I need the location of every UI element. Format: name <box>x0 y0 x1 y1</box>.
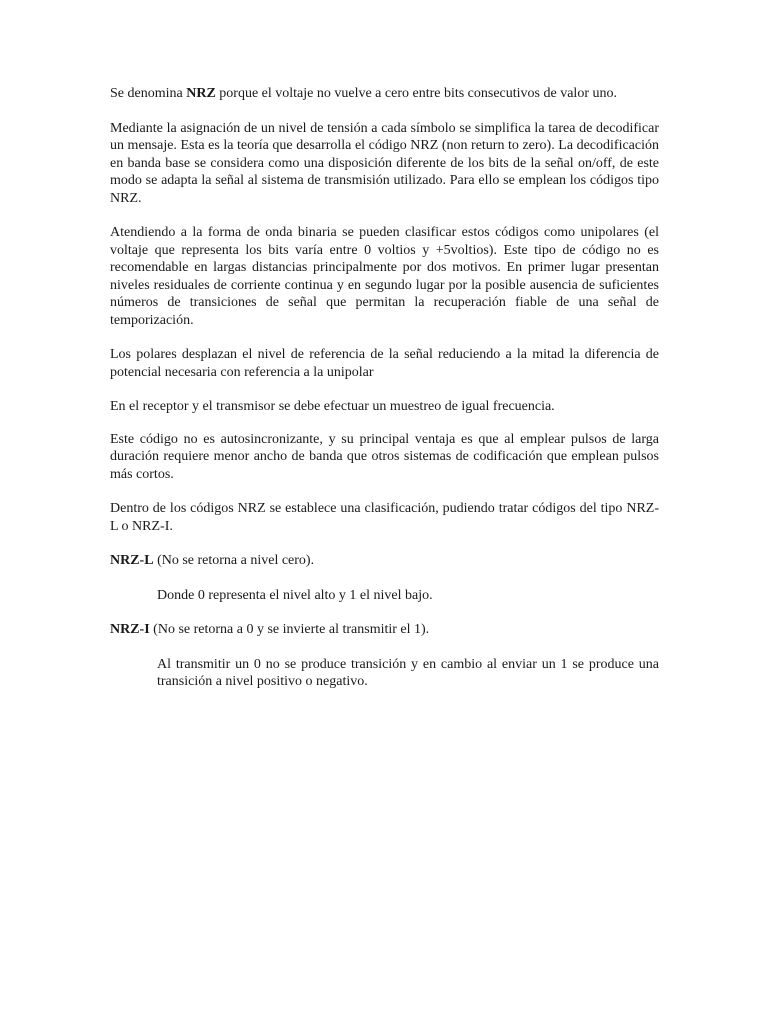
nrz-l-heading <box>110 552 659 570</box>
paragraph-bandwidth: Este código no es autosincronizante, y su principal ventaja es que al emplear pulsos de larga duración requiere menor ancho de banda que otros sistemas de codificación que emplean pulsos más cortos. <box>110 431 659 482</box>
nrz-l-description: Donde 0 representa el nivel alto y 1 el nivel bajo. <box>157 587 433 603</box>
nrz-i-term: NRZ-I <box>110 622 150 637</box>
paragraph-nrz-definition <box>110 85 659 103</box>
paragraph-polar: Los polares desplazan el nivel de referencia de la señal reduciendo a la mitad la diferencia de potencial necesaria con referencia a la unipolar <box>110 347 659 380</box>
nrz-i-rest: (No se retorna a 0 y se invierte al transmitir el 1). <box>149 622 430 637</box>
nrz-l-rest: (No se retorna a nivel cero). <box>153 553 315 568</box>
paragraph-sampling: En el receptor y el transmisor se debe efectuar un muestreo de igual frecuencia. <box>110 399 555 414</box>
paragraph-classification: Dentro de los códigos NRZ se establece una clasificación, pudiendo tratar códigos del tipo NRZ-L o NRZ-I. <box>110 501 659 534</box>
nrz-i-description: Al transmitir un 0 no se produce transición y en cambio al enviar un 1 se produce una transición a nivel positivo o negativo. <box>157 656 659 689</box>
p1-text-after: porque el voltaje no vuelve a cero entre bits consecutivos de valor uno. <box>215 86 617 101</box>
paragraph-level-assignment: Mediante la asignación de un nivel de tensión a cada símbolo se simplifica la tarea de decodificar un mensaje. Esta es la teoría que desarrolla el código NRZ (non return to zero). La decodificación en banda base se considera como una disposición diferente de los bits de la señal on/off, de este modo se adapta la señal al sistema de transmisión utilizado. Para ello se emplean los códigos tipo NRZ. <box>110 120 659 206</box>
p1-bold-term: NRZ <box>186 86 216 101</box>
nrz-i-heading <box>110 621 659 639</box>
paragraph-unipolar: Atendiendo a la forma de onda binaria se pueden clasificar estos códigos como unipolares (el voltaje que representa los bits varía entre 0 voltios y +5voltios). Este tipo de código no es recomendable en largas distancias principalmente por dos motivos. En primer lugar presentan niveles residuales de corriente continua y en segundo lugar por la posible ausencia de suficientes números de transiciones de señal que permitan la recuperación fiable de una señal de temporización. <box>110 225 659 328</box>
p1-text-before: Se denomina <box>110 86 187 101</box>
document-body <box>110 85 659 691</box>
nrz-l-term: NRZ-L <box>110 553 154 568</box>
